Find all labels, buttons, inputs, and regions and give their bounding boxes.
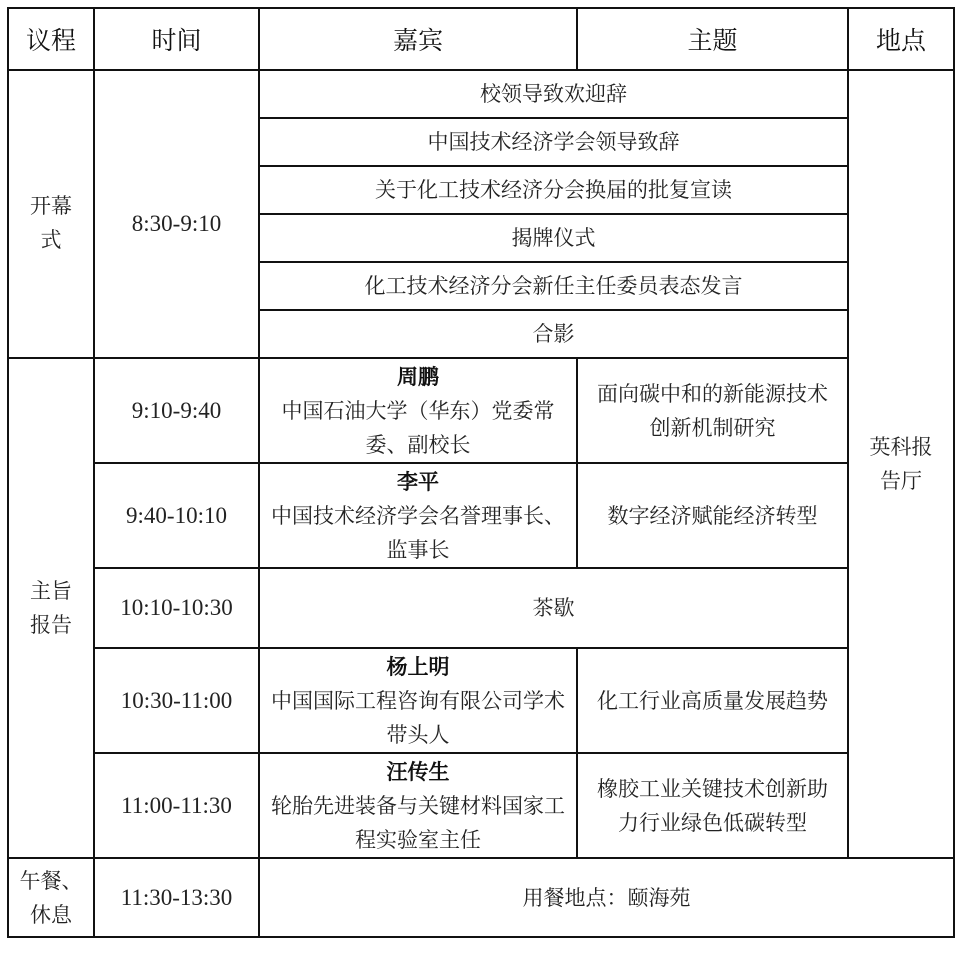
opening-item: 中国技术经济学会领导致辞 — [259, 118, 848, 166]
agenda-opening: 开幕式 — [8, 70, 94, 358]
header-venue: 地点 — [848, 8, 954, 70]
table-row — [8, 463, 954, 568]
opening-item: 关于化工技术经济分会换届的批复宣读 — [259, 166, 848, 214]
agenda-lunch: 午餐、休息 — [8, 858, 94, 937]
opening-item: 揭牌仪式 — [259, 214, 848, 262]
header-topic: 主题 — [577, 8, 848, 70]
table-row — [8, 70, 954, 118]
speaker-cell — [259, 358, 577, 463]
time-opening: 8:30-9:10 — [94, 70, 259, 358]
session-time: 9:10-9:40 — [94, 358, 259, 463]
session-time: 9:40-10:10 — [94, 463, 259, 568]
table-row — [8, 648, 954, 753]
speaker-name: 杨上明 — [386, 654, 450, 679]
break-cell: 茶歇 — [259, 568, 848, 648]
speaker-title: 中国国际工程咨询有限公司学术带头人 — [271, 688, 565, 747]
lunch-note: 用餐地点：颐海苑 — [259, 858, 954, 937]
table-row — [8, 358, 954, 463]
speaker-cell — [259, 648, 577, 753]
session-topic: 橡胶工业关键技术创新助力行业绿色低碳转型 — [577, 753, 848, 858]
speaker-title: 中国技术经济学会名誉理事长、监事长 — [271, 503, 565, 562]
session-topic: 面向碳中和的新能源技术创新机制研究 — [577, 358, 848, 463]
session-time: 10:10-10:30 — [94, 568, 259, 648]
speaker-name: 汪传生 — [386, 759, 450, 784]
schedule-table — [7, 7, 955, 938]
session-time: 11:00-11:30 — [94, 753, 259, 858]
table-row — [8, 568, 954, 648]
table-row — [8, 753, 954, 858]
speaker-cell — [259, 753, 577, 858]
header-time: 时间 — [94, 8, 259, 70]
lunch-time: 11:30-13:30 — [94, 858, 259, 937]
opening-item: 合影 — [259, 310, 848, 358]
session-time: 10:30-11:00 — [94, 648, 259, 753]
speaker-name: 李平 — [397, 469, 439, 494]
agenda-keynote: 主旨报告 — [8, 358, 94, 858]
speaker-title: 轮胎先进装备与关键材料国家工程实验室主任 — [271, 793, 565, 852]
header-speaker: 嘉宾 — [259, 8, 577, 70]
speaker-cell — [259, 463, 577, 568]
header-agenda: 议程 — [8, 8, 94, 70]
header-row — [8, 8, 954, 70]
session-topic: 化工行业高质量发展趋势 — [577, 648, 848, 753]
speaker-title: 中国石油大学（华东）党委常委、副校长 — [281, 398, 555, 457]
table-row — [8, 858, 954, 937]
venue: 英科报告厅 — [848, 70, 954, 858]
opening-item: 校领导致欢迎辞 — [259, 70, 848, 118]
session-topic: 数字经济赋能经济转型 — [577, 463, 848, 568]
opening-item: 化工技术经济分会新任主任委员表态发言 — [259, 262, 848, 310]
speaker-name: 周鹏 — [397, 364, 439, 389]
